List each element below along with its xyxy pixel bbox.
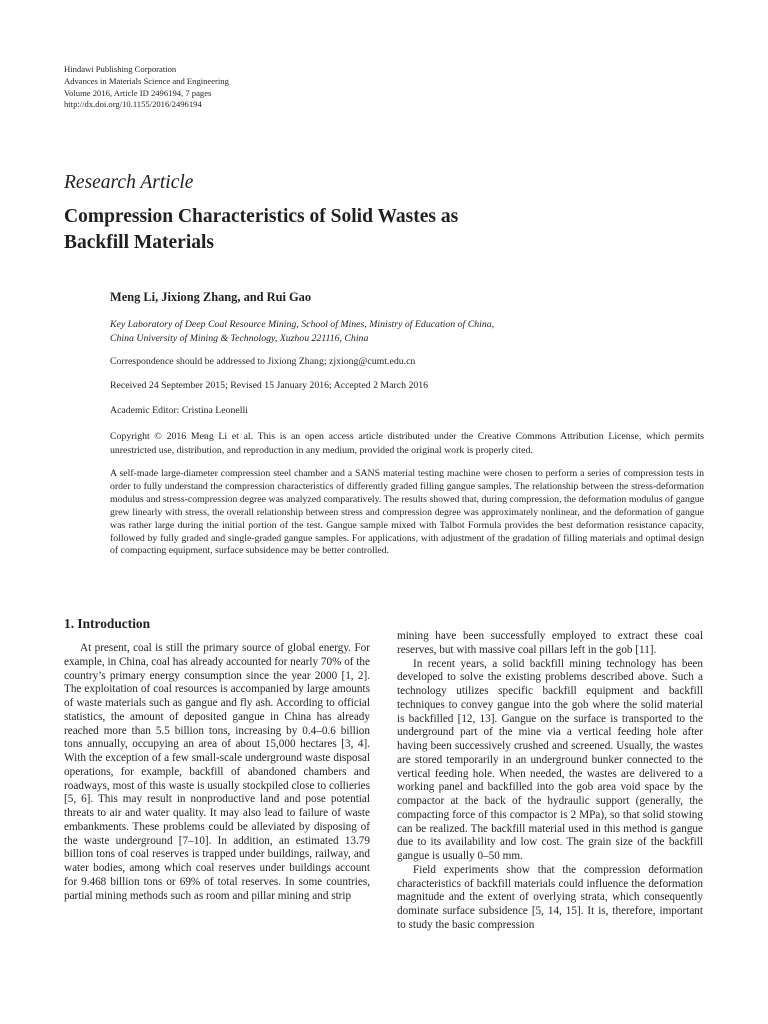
author-list: Meng Li, Jixiong Zhang, and Rui Gao (110, 290, 312, 304)
received-dates: Received 24 September 2015; Revised 15 January 2016; Accepted 2 March 2016 (110, 380, 429, 391)
journal-header (64, 64, 229, 111)
right-column (397, 630, 703, 933)
journal-name: Advances in Materials Science and Engineering (64, 75, 229, 86)
affiliation (110, 318, 494, 346)
volume-info: Volume 2016, Article ID 2496194, 7 pages (64, 87, 212, 98)
correspondence: Correspondence should be addressed to Jixiong Zhang; zjxiong@cumt.edu.cn (110, 356, 416, 367)
publisher-name: Hindawi Publishing Corporation (64, 64, 177, 74)
abstract: A self-made large-diameter compression steel chamber and a SANS material testing machine were chosen to perform a series of compression tests in order to fully understand the compression characteristics of differently graded filling gangue samples. The relationship between the stress-deformation modulus and stress-compression degree was analyzed comparatively. The results showed that, during compression, the deformation modulus of gangue grew linearly with stress, the overall relationship between stress and compression degree was approximately nonlinear, and the deformation of gangue was rather large during the initial portion of the test. Gangue sample mixed with Talbot Formula provides the best deformation resistance capacity, followed by fully graded and single-graded gangue samples. For applications, with adjustment of the gradation of filling materials and optimal design of compacting equipment, surface subsidence may be better controlled. (110, 468, 704, 557)
affiliation-line-1: Key Laboratory of Deep Coal Resource Mining, School of Mines, Ministry of Education of China, (110, 319, 495, 330)
affiliation-line-2: China University of Mining & Technology, Xuzhou 221116, China (110, 333, 369, 344)
left-column (64, 642, 370, 903)
title-line-2: Backfill Materials (64, 231, 215, 253)
body-paragraph: At present, coal is still the primary source of global energy. For example, in China, coal has already accounted for nearly 70% of the country’s primary energy consumption since the year 2000 [1, 2]. The exploitation of coal resources is accompanied by large amounts of waste materials such as gangue and fly ash. According to official statistics, the amount of deposited gangue in China has already reached more than 5.5 billion tons, increasing by 0.4–0.6 billion tons annually, occupying an area of about 15,000 hectares [3, 4]. With the exception of a few small-scale underground waste disposal operations, for example, backfill of abandoned chambers and roadways, most of this waste is usually stockpiled close to collieries [5, 6]. This may result in nonproductive land and pose potential threats to air and water quality. It may also lead to failure of waste embankments. These problems could be alleviated by disposing of the waste underground [7–10]. In addition, an estimated 13.79 billion tons of coal reserves is trapped under buildings, railway, and water bodies, among which coal reserves under buildings account for 9.468 billion tons or 69% of total reserves. In some countries, partial mining methods such as room and pillar mining and strip (64, 642, 370, 902)
section-heading: 1. Introduction (64, 616, 151, 631)
body-paragraph: Field experiments show that the compression deformation characteristics of backfill materials could influence the deformation magnitude and the extent of overlying strata, which consequently dominate surface subsidence [5, 14, 15]. It is, therefore, important to study the basic compression (397, 863, 703, 931)
copyright-notice: Copyright © 2016 Meng Li et al. This is an open access article distributed under the Creative Commons Attribution License, which permits unrestricted use, distribution, and reproduction in any medium, provided the original work is properly cited. (110, 431, 704, 456)
body-paragraph: mining have been successfully employed to extract these coal reserves, but with massive coal pillars left in the gob [11]. (397, 630, 703, 656)
article-type: Research Article (64, 172, 194, 193)
paper-title (64, 204, 624, 255)
academic-editor: Academic Editor: Cristina Leonelli (110, 405, 248, 416)
body-paragraph: In recent years, a solid backfill mining technology has been developed to solve the existing problems described above. Such a technology utilizes specific backfill equipment and backfill techniques to convey gangue into the gob where the solid material is backfilled [12, 13]. Gangue on the surface is transported to the underground part of the mine via a vertical feeding hole after having been successively crushed and screened. Usually, the wastes are stored temporarily in an underground bunker connected to the vertical feeding hole. When needed, the wastes are delivered to a working panel and backfilled into the gob area void space by the compactor at the back of the hydraulic support (generally, the compacting force of this compactor is 2 MPa), so that solid stowing can be realized. The backfill material used in this method is gangue due to its availability and low cost. The grain size of the backfill gangue is usually 0–50 mm. (397, 657, 703, 862)
doi-link[interactable]: http://dx.doi.org/10.1155/2016/2496194 (64, 99, 202, 110)
title-line-1: Compression Characteristics of Solid Wastes as (64, 206, 459, 227)
